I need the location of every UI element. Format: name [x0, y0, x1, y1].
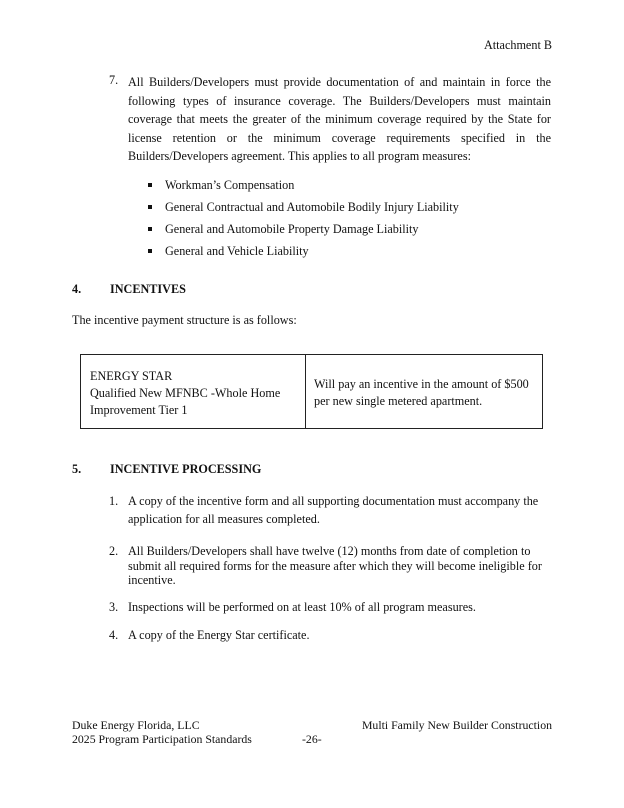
list-number: 4.	[109, 628, 119, 642]
incentive-table	[80, 354, 543, 429]
list-item-line: incentive.	[128, 573, 176, 587]
measure-cell	[81, 355, 306, 428]
section-5-title: INCENTIVE PROCESSING	[110, 462, 262, 476]
list-number: 3.	[109, 600, 119, 614]
section-5-number: 5.	[72, 462, 82, 476]
item-7-number: 7.	[109, 73, 119, 87]
list-item-line: Inspections will be performed on at least 10% of all program measures.	[128, 600, 476, 614]
measure-line: Improvement Tier 1	[90, 403, 188, 417]
list-item	[128, 600, 476, 615]
list-item-line: A copy of the incentive form and all supporting documentation must accompany the	[128, 494, 539, 508]
section-4-number: 4.	[72, 282, 82, 296]
incentive-line: per new single metered apartment.	[314, 394, 483, 408]
measure-line: ENERGY STAR	[90, 369, 173, 383]
square-bullet-icon	[148, 183, 152, 187]
bullet-text: General Contractual and Automobile Bodily Injury Liability	[165, 200, 459, 214]
list-item-line: submit all required forms for the measure after which they will become ineligible for	[128, 558, 542, 573]
attachment-label: Attachment B	[483, 38, 552, 52]
square-bullet-icon	[148, 249, 152, 253]
measure-line: Qualified New MFNBC -Whole Home	[90, 386, 281, 400]
bullet-text: General and Automobile Property Damage Liability	[165, 222, 419, 236]
footer-page-number: -26-	[302, 732, 322, 746]
item-7-text: All Builders/Developers must provide documentation of and maintain in force the following types of insurance coverage. The Builders/Developers must maintain coverage that meets the greater of the minimum coverage required by the State for license retention or the minimum coverage requirements specified in the Builders/Developers agreement. This applies to all program measures:	[128, 75, 551, 163]
bullet-text: Workman’s Compensation	[165, 178, 295, 192]
list-item	[128, 544, 542, 588]
list-number: 1.	[109, 494, 119, 508]
list-item-line: A copy of the Energy Star certificate.	[128, 628, 310, 642]
incentive-cell	[306, 355, 542, 428]
list-item-line: All Builders/Developers shall have twelve (12) months from date of completion to	[128, 544, 531, 558]
bullet-text: General and Vehicle Liability	[165, 244, 309, 258]
list-item	[128, 628, 310, 643]
square-bullet-icon	[148, 205, 152, 209]
footer-program: Multi Family New Builder Construction	[361, 718, 552, 732]
incentive-line: Will pay an incentive in the amount of $500	[314, 377, 529, 391]
list-number: 2.	[109, 544, 119, 558]
footer-standards: 2025 Program Participation Standards	[72, 732, 252, 746]
square-bullet-icon	[148, 227, 152, 231]
section-4-title: INCENTIVES	[110, 282, 186, 296]
list-item	[128, 494, 538, 527]
footer-company: Duke Energy Florida, LLC	[72, 718, 200, 732]
incentive-intro: The incentive payment structure is as follows:	[72, 313, 297, 327]
list-item-line: application for all measures completed.	[128, 512, 320, 526]
